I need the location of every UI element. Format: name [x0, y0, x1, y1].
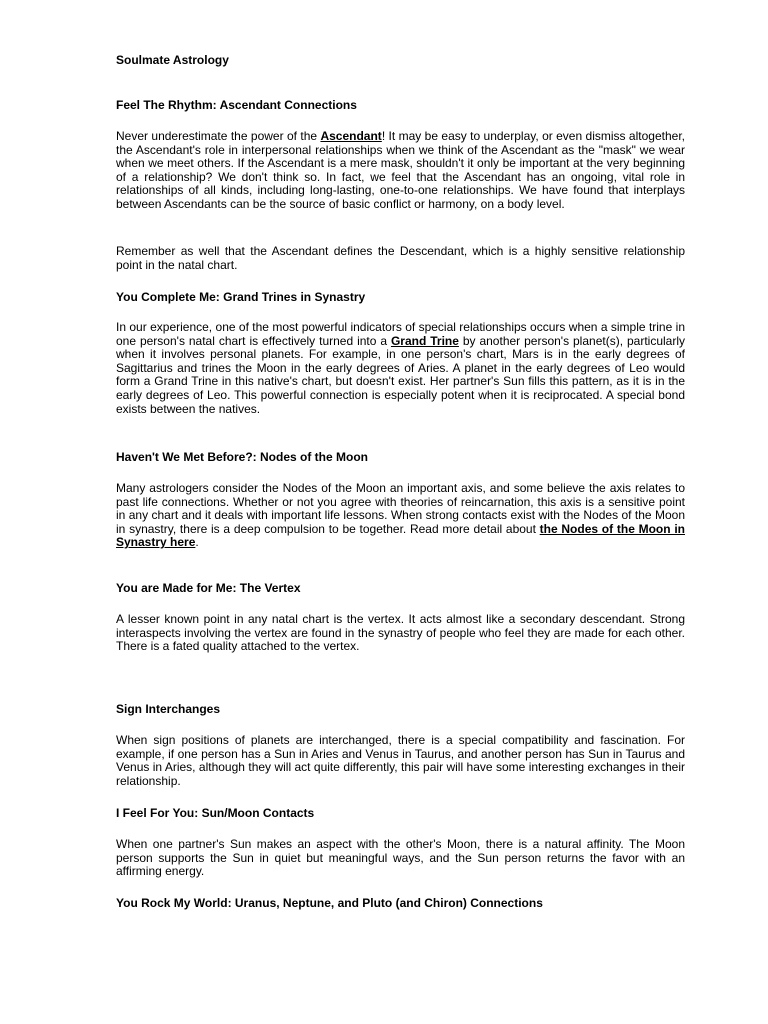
paragraph-grand-trines: In our experience, one of the most powerful indicators of special relationships occurs when a simple trine in one person's natal chart is effectively turned into a Grand Trine by another person's planet(s), particularly when it involves personal planets. For example, in one person's chart, Mars is in the early degrees of Sagittarius and trines the Moon in the early degrees of Aries. A planet in the early degrees of Leo would form a Grand Trine in this native's chart, but doesn't exist. Her partner's Sun fills this pattern, as it is in the early degrees of Leo. This powerful connection is especially potent when it is reciprocated. A special bond exists between the natives.	[116, 320, 685, 416]
paragraph-vertex: A lesser known point in any natal chart is the vertex. It acts almost like a secondary descendant. Strong interaspects involving the vertex are found in the synastry of people who feel they are made for each other. There is a fated quality attached to the vertex.	[116, 612, 685, 654]
paragraph-nodes: Many astrologers consider the Nodes of the Moon an important axis, and some believe the axis relates to past life connections. Whether or not you agree with theories of reincarnation, this axis is a sensitive point in any chart and it deals with important life lessons. When strong contacts exist with the Nodes of the Moon in synastry, there is a deep compulsion to be together. Read more detail about the Nodes of the Moon in Synastry here.	[116, 481, 685, 550]
paragraph-sun-moon: When one partner's Sun makes an aspect with the other's Moon, there is a natural affinity. The Moon person supports the Sun in quiet but meaningful ways, and the Sun person returns the favor with an affirming energy.	[116, 837, 685, 879]
section-heading-sign-interchanges: Sign Interchanges	[116, 702, 221, 716]
paragraph-descendant: Remember as well that the Ascendant defines the Descendant, which is a highly sensitive relationship point in the natal chart.	[116, 244, 685, 272]
grand-trine-link[interactable]: Grand Trine	[390, 333, 459, 348]
paragraph-sign-interchanges: When sign positions of planets are interchanged, there is a special compatibility and fascination. For example, if one person has a Sun in Aries and Venus in Taurus, and another person has Sun in Taurus and Venus in Aries, although they will act quite differently, this pair will have some interesting exchanges in their relationship.	[116, 733, 685, 788]
section-heading-grand-trines: You Complete Me: Grand Trines in Synastry	[116, 290, 366, 304]
section-heading-sun-moon: I Feel For You: Sun/Moon Contacts	[116, 806, 315, 820]
section-heading-ascendant: Feel The Rhythm: Ascendant Connections	[116, 98, 357, 112]
section-heading-nodes: Haven't We Met Before?: Nodes of the Moon	[116, 450, 368, 464]
document-title: Soulmate Astrology	[116, 53, 229, 67]
section-heading-outer-planets: You Rock My World: Uranus, Neptune, and Pluto (and Chiron) Connections	[116, 896, 543, 910]
section-heading-vertex: You are Made for Me: The Vertex	[116, 581, 301, 595]
ascendant-link[interactable]: Ascendant	[320, 129, 382, 143]
paragraph-ascendant: Never underestimate the power of the Ascendant! It may be easy to underplay, or even dismiss altogether, the Ascendant's role in interpersonal relationships when we think of the Ascendant as the "mask" we wear when we meet others. If the Ascendant is a mere mask, shouldn't it only be important at the very beginning of a relationship? We don't think so. In fact, we feel that the Ascendant has an ongoing, vital role in relationships of all kinds, including long-lasting, one-to-one relationships. We have found that interplays between Ascendants can be the source of basic conflict or harmony, on a body level.	[116, 129, 685, 211]
nodes-synastry-link[interactable]: the Nodes of the Moon in Synastry here	[116, 521, 685, 550]
